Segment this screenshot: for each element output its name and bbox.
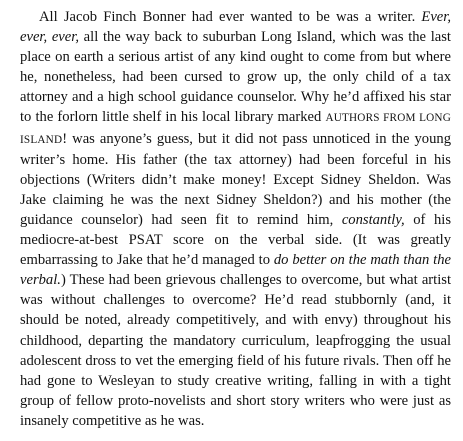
text-segment: ! was anyone’s guess, but it did not pass unnoticed in the young writer’s home. His father (the tax attorney) had been forceful in his objections (Writers didn’t make money! Except Sidney Sheldon. Was Jake claiming he was the next Sidney Sheldon?) and his mother (the guidance counselor) had seen fit to remind him,	[20, 130, 451, 228]
body-paragraph	[20, 7, 451, 431]
italic-emphasis: constantly,	[341, 211, 405, 228]
italic-emphasis: do better on the math than the verbal.	[20, 252, 451, 289]
text-segment: ) These had been grievous challenges to overcome, but what artist was without challenges to overcome? He’d read stubbornly (and, it should be noted, already competitively, and with envy) throughout his childhood, departing the mandatory curriculum, leapfrogging the usual adolescent dross to vet the emerging field of his future rivals. Then off he had gone to Wesleyan to study creative writing, falling in with a tight group of fellow proto-novelists and short story writers who were just as insanely competitive as he was.	[20, 272, 451, 429]
small-caps-sign-text: AUTHORS FROM LONG ISLAND	[20, 112, 451, 146]
italic-emphasis: Ever, ever, ever,	[20, 9, 451, 46]
text-segment: All Jacob Finch Bonner had ever wanted to be was a writer.	[39, 9, 422, 25]
text-segment: of his mediocre-at-best PSAT score on the verbal side. (It was greatly embarrassing to Jake that he’d managed to	[20, 211, 451, 269]
text-segment: all the way back to suburban Long Island, which was the last place on earth a serious artist of any kind ought to come from but where he, nonetheless, had been cursed to grow up, the only child of a tax attorney and a high school guidance counselor. Why he’d affixed his star to the forlorn little shelf in his local library marked	[20, 29, 451, 126]
